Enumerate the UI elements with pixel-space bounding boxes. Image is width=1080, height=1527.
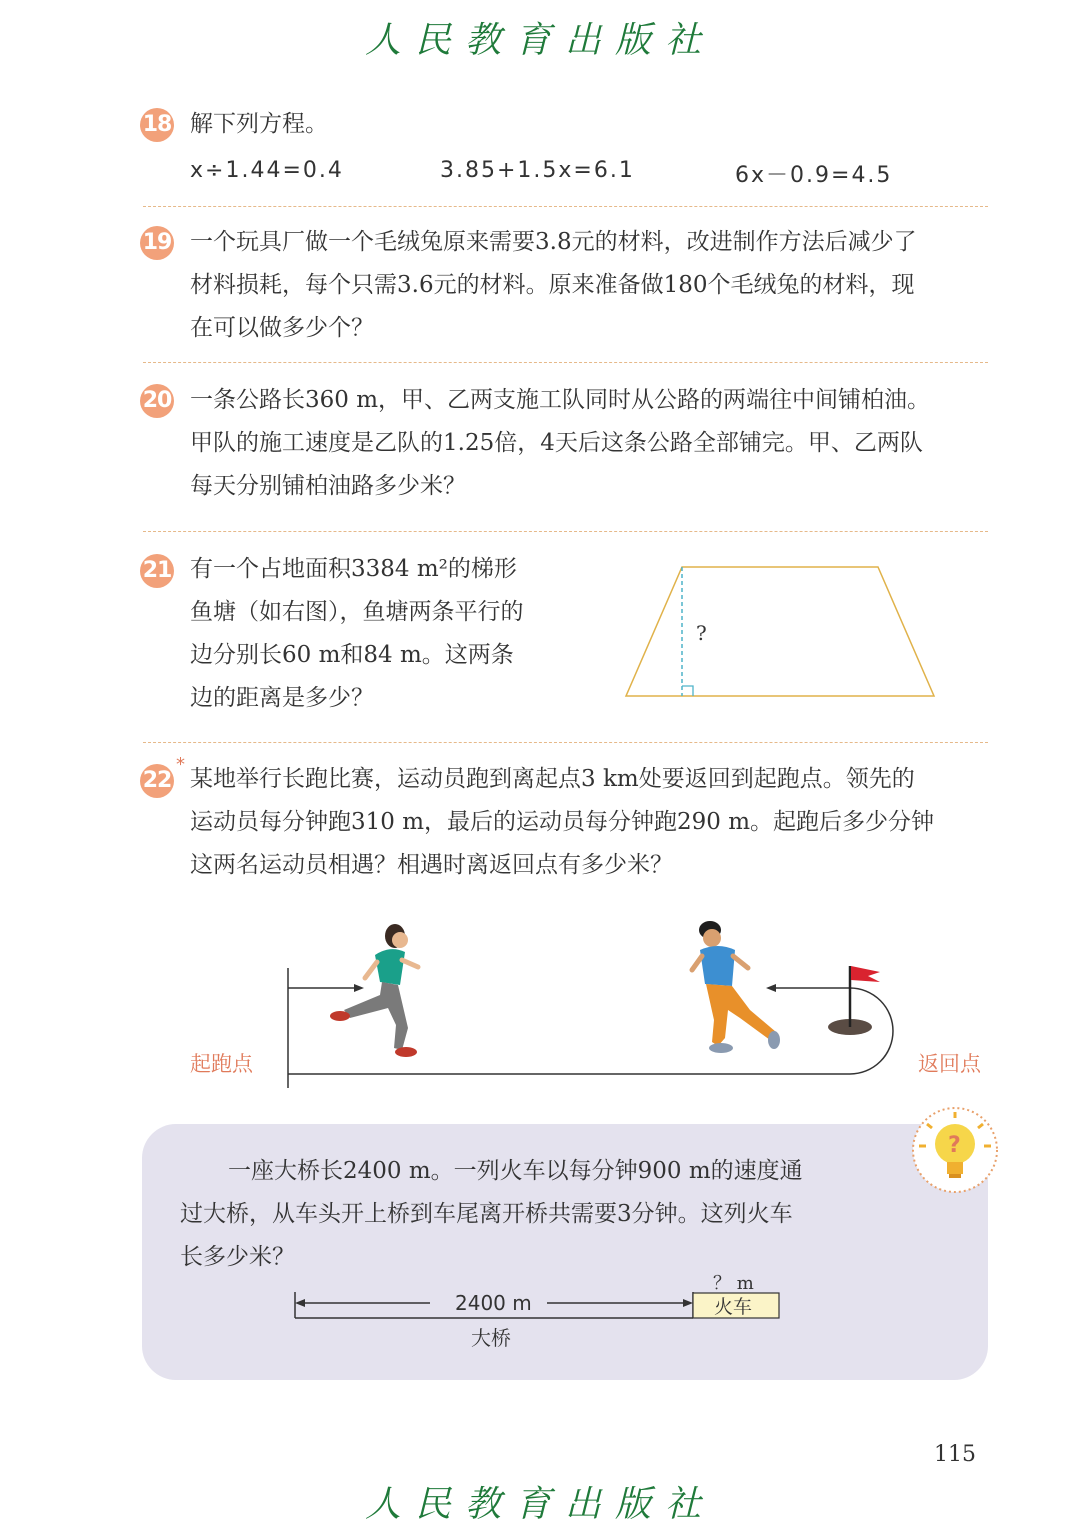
bulb-question-mark: ?: [948, 1133, 961, 1158]
thinking-line-2: 过大桥，从车头开上桥到车尾离开桥共需要3分钟。这列火车: [180, 1201, 793, 1227]
trapezoid-shape: [626, 567, 934, 696]
divider: [143, 362, 988, 363]
lightbulb-icon: [905, 1104, 1009, 1200]
question-number-21: 21: [140, 554, 174, 588]
bridge-length-label: 2400 m: [455, 1291, 532, 1315]
bridge-diagram: [285, 1268, 795, 1353]
divider: [143, 206, 988, 207]
question-21-line-1: 有一个占地面积3384 m²的梯形: [190, 556, 517, 582]
race-illustration: [180, 910, 1000, 1100]
question-number-19: 19: [140, 226, 174, 260]
question-number-22: 22: [140, 764, 174, 798]
question-number-20: 20: [140, 384, 174, 418]
page-number: 115: [934, 1442, 976, 1467]
question-21-line-3: 边分别长60 m和84 m。这两条: [190, 642, 514, 668]
question-number-18: 18: [140, 108, 174, 142]
question-19-line-3: 在可以做多少个？: [190, 315, 374, 341]
bridge-label: 大桥: [471, 1326, 511, 1350]
divider: [143, 531, 988, 532]
question-19-line-1: 一个玩具厂做一个毛绒兔原来需要3.8元的材料，改进制作方法后减少了: [190, 229, 917, 255]
question-20-line-2: 甲队的施工速度是乙队的1.25倍，4天后这条公路全部铺完。甲、乙两队: [190, 430, 923, 456]
train-label: 火车: [714, 1296, 753, 1318]
challenge-star: *: [176, 754, 185, 775]
runner-boy: [692, 921, 780, 1053]
trapezoid-figure: [620, 560, 940, 705]
question-22-line-1: 某地举行长跑比赛，运动员跑到离起点3 km处要返回到起跑点。领先的: [190, 766, 915, 792]
right-angle-mark: [682, 686, 693, 696]
thinking-line-1: 一座大桥长2400 m。一列火车以每分钟900 m的速度通: [228, 1158, 803, 1184]
train-length-label: ？ m: [713, 1273, 754, 1294]
equation-2: 3.85+1.5x=6.1: [440, 158, 635, 183]
question-21-line-2: 鱼塘（如右图），鱼塘两条平行的: [190, 599, 524, 625]
start-point-label: 起跑点: [190, 1052, 253, 1076]
question-20-line-3: 每天分别铺柏油路多少米？: [190, 473, 466, 499]
question-22-line-2: 运动员每分钟跑310 m，最后的运动员每分钟跑290 m。起跑后多少分钟: [190, 809, 935, 835]
question-19-line-2: 材料损耗，每个只需3.6元的材料。原来准备做180个毛绒兔的材料，现: [190, 272, 915, 298]
equation-3: 6x－0.9=4.5: [735, 163, 893, 188]
question-18-text: 解下列方程。: [190, 111, 328, 137]
question-20-line-1: 一条公路长360 m，甲、乙两支施工队同时从公路的两端往中间铺柏油。: [190, 387, 931, 413]
question-22-line-3: 这两名运动员相遇？相遇时离返回点有多少米？: [190, 852, 673, 878]
runner-girl: [330, 924, 418, 1057]
return-point-label: 返回点: [918, 1052, 981, 1076]
flag-icon: [851, 966, 880, 982]
question-21-line-4: 边的距离是多少？: [190, 685, 374, 711]
equation-1: x÷1.44=0.4: [190, 158, 344, 183]
publisher-watermark-bottom: 人民教育出版社: [364, 1484, 715, 1525]
publisher-watermark-top: 人民教育出版社: [364, 20, 715, 61]
thinking-line-3: 长多少米？: [180, 1244, 295, 1270]
divider: [143, 742, 988, 743]
height-unknown-label: ?: [696, 621, 707, 645]
